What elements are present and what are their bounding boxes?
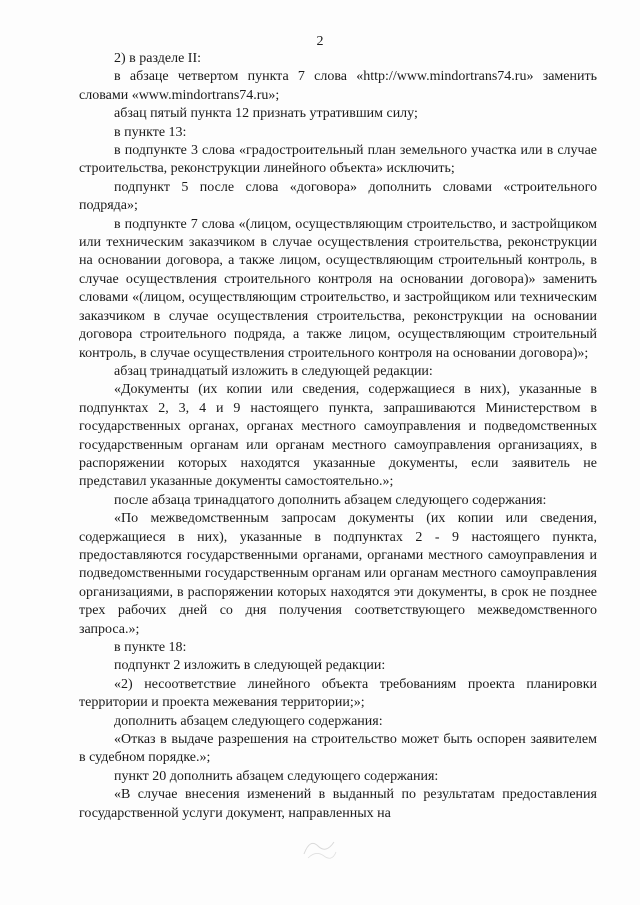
paragraph: 2) в разделе II: <box>114 51 202 66</box>
paragraph: «Отказ в выдаче разрешения на строительство может быть оспорен заявителем в судебном порядке.»; <box>79 732 597 766</box>
paragraph: «В случае внесения изменений в выданный по результатам предоставления государственной услуги документ, направленных на <box>79 787 597 821</box>
scan-artifact <box>300 832 338 862</box>
paragraph: «Документы (их копии или сведения, содержащиеся в них), указанные в подпунктах 2, 3, 4 и 9 настоящего пункта, запрашиваются Министерством в государственных органах, органах местного самоуправления и подведомственных государственным органам или органам местного самоуправления организациях, в распоряжении которых находятся указанные документы, если заявитель не представил указанные документы самостоятельно.»; <box>79 382 597 490</box>
paragraph: абзац тринадцатый изложить в следующей редакции: <box>114 363 433 379</box>
paragraph: после абзаца тринадцатого дополнить абзацем следующего содержания: <box>114 492 547 508</box>
paragraph: в подпункте 7 слова «(лицом, осуществляющим строительство, и застройщиком или техническим заказчиком в случае осуществления строительства, реконструкции на основании договора, а также лицом, осуществляющим строительный контроль, в случае осуществления строительного контроля на основании договора)» заменить словами «(лицом, осуществляющим строительство, и застройщиком или техническим заказчиком в случае осуществления строительства, реконструкции на основании договора строительного подряда, а также лицом, осуществляющим строительный контроль, в случае осуществления строительного контроля на основании договора)»; <box>79 216 597 361</box>
document-body <box>79 50 597 823</box>
paragraph: подпункт 2 изложить в следующей редакции: <box>114 658 386 674</box>
paragraph: в пункте 13: <box>114 124 187 140</box>
paragraph: дополнить абзацем следующего содержания: <box>114 713 383 729</box>
page-number: 2 <box>316 34 324 49</box>
paragraph: в абзаце четвертом пункта 7 слова «http://www.mindortrans74.ru» заменить словами «www.mindortrans74.ru»; <box>79 69 597 103</box>
paragraph: пункт 20 дополнить абзацем следующего содержания: <box>114 768 439 784</box>
paragraph: абзац пятый пункта 12 признать утратившим силу; <box>114 106 418 122</box>
paragraph: в пункте 18: <box>114 640 187 655</box>
paragraph: «2) несоответствие линейного объекта требованиям проекта планировки территории и проекта межевания территории;»; <box>79 676 597 711</box>
paragraph: в подпункте 3 слова «градостроительный план земельного участка или в случае строительства, реконструкции линейного объекта» исключить; <box>79 143 597 177</box>
paragraph: подпункт 5 после слова «договора» дополнить словами «строительного подряда»; <box>79 179 597 214</box>
paragraph: «По межведомственным запросам документы (их копии или сведения, содержащиеся в них), указанные в подпунктах 2 - 9 настоящего пункта, предоставляются государственными органами, органами местного самоуправления и подведомственными государственным органам или органам местного самоуправления организациями, в распоряжении которых находятся эти документы, в срок не позднее трех рабочих дней со дня получения соответствующего межведомственного запроса.»; <box>79 511 597 637</box>
